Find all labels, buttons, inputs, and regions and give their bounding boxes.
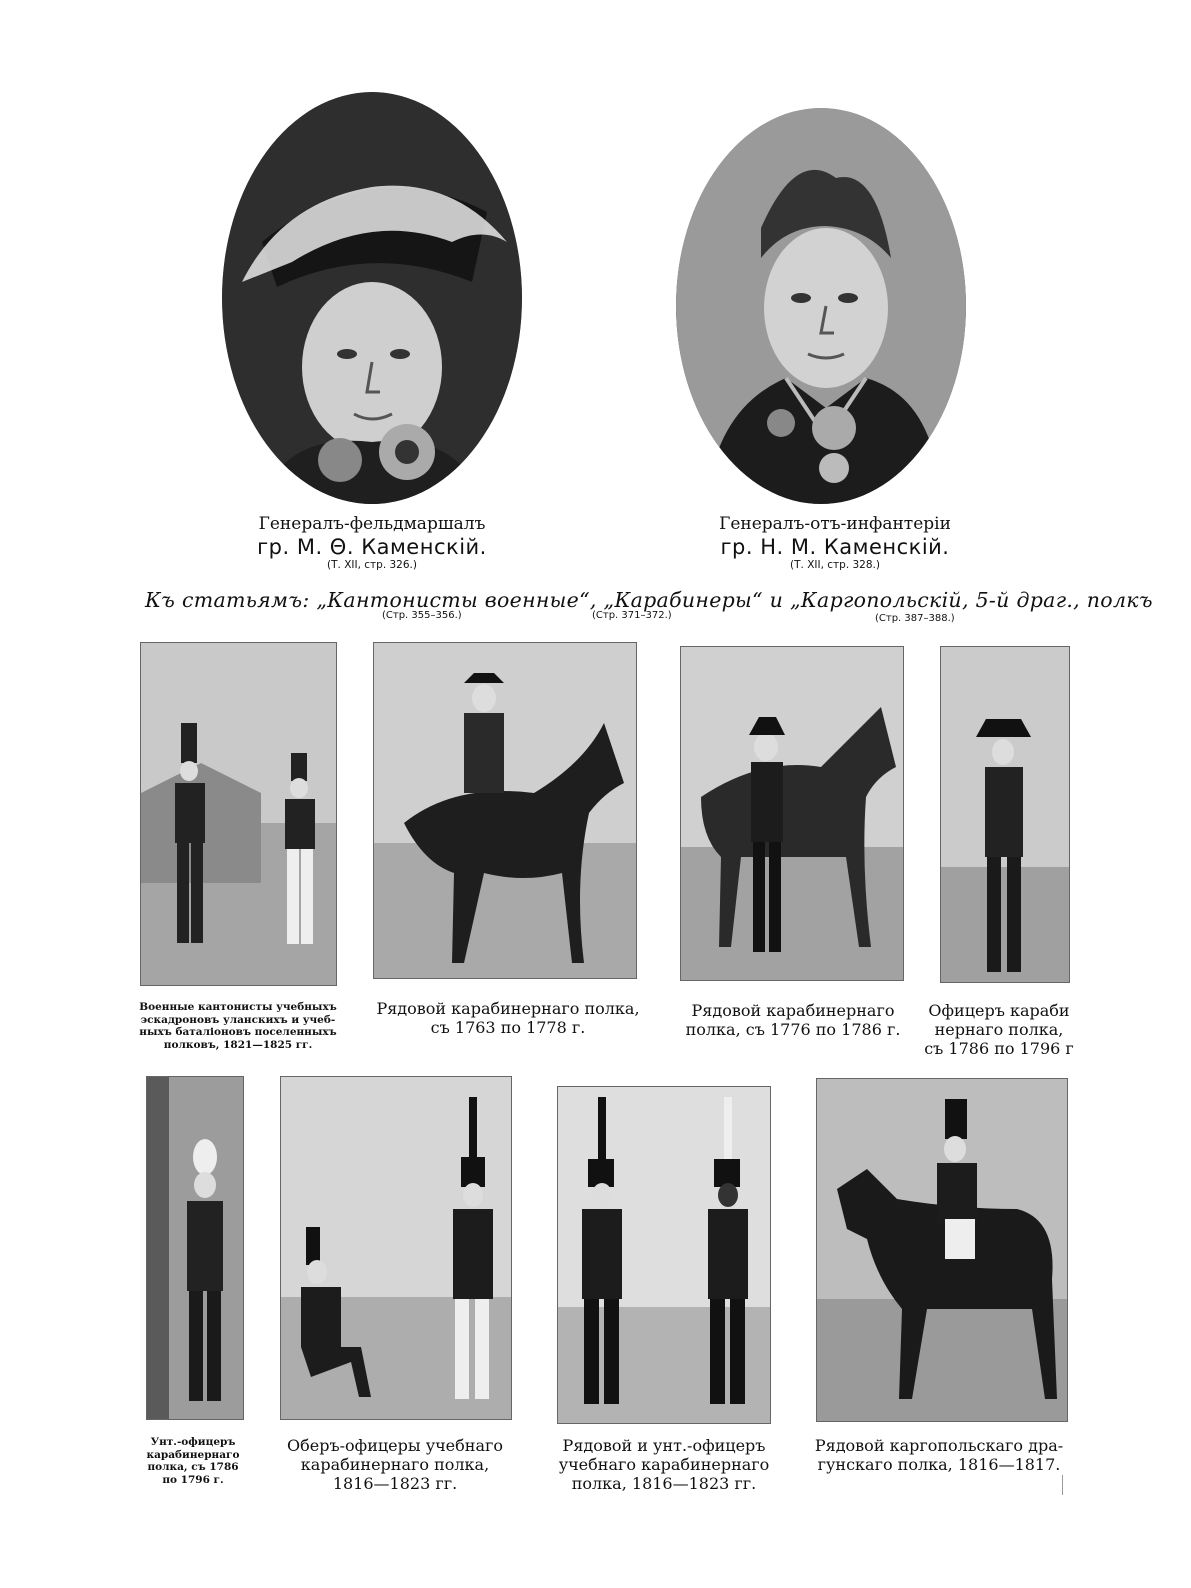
caption-line: учебнаго карабинернаго [558, 1454, 770, 1474]
caption-line: ныхъ баталіоновъ поселенныхъ [139, 1026, 337, 1039]
plate-caption-kargopol-dragoon [810, 1437, 1068, 1475]
caption-line: Военные кантонисты учебныхъ [139, 1001, 337, 1013]
caption-line: полка, 1816—1823 гг. [571, 1473, 757, 1493]
plate-carabinier-with-horse [680, 646, 904, 981]
caption-line: полковъ, 1821—1825 гг. [163, 1038, 313, 1051]
portrait-name: гр. Н. М. Каменскій. [720, 534, 950, 559]
portrait-engraving-icon [676, 108, 966, 504]
plate-nco-carabinier [146, 1076, 244, 1420]
caption-line: Офицеръ караби [928, 1002, 1070, 1020]
portrait-caption-1 [222, 515, 522, 571]
two-soldiers-icon [141, 643, 336, 985]
plate-caption-carabinier-with-horse [678, 1002, 908, 1040]
plate-private-and-nco [557, 1086, 771, 1424]
caption-line: полка, съ 1786 [147, 1461, 239, 1474]
plate-caption-private-and-nco [545, 1437, 783, 1494]
plate-caption-cantonists [124, 1001, 352, 1051]
two-officers-icon [281, 1077, 511, 1419]
page-reference-3: (Стр. 387–388.) [875, 613, 955, 624]
horse-and-rider-icon [374, 643, 636, 978]
portrait-title: Генералъ-фельдмаршалъ [258, 514, 486, 534]
portrait-title: Генералъ-отъ-инфантеріи [719, 514, 951, 534]
page-reference-2: (Стр. 371–372.) [592, 610, 672, 621]
caption-line: карабинернаго полка, [300, 1454, 490, 1474]
portrait-name: гр. М. Θ. Каменскій. [257, 534, 487, 559]
caption-line: Рядовой карабинернаго [691, 1001, 895, 1020]
two-soldiers-icon [558, 1087, 770, 1423]
page-edge-mark [1062, 1475, 1063, 1495]
mounted-dragoon-icon [817, 1079, 1067, 1421]
caption-line: полка, съ 1776 по 1786 г. [685, 1019, 901, 1039]
plate-caption-carabinier-officer [924, 1002, 1074, 1059]
caption-line: Рядовой и унт.-офицеръ [562, 1436, 766, 1455]
articles-heading: Къ статьямъ: „Кантонисты военные“, „Карабинеры“ и „Каргопольскій, 5-й драг., полкъ [145, 588, 1153, 612]
soldier-figure-icon [147, 1077, 243, 1419]
plate-kargopol-dragoon [816, 1078, 1068, 1422]
caption-line: карабинернаго [146, 1448, 240, 1461]
caption-line: Рядовой карабинернаго полка, [376, 999, 640, 1018]
caption-line: Рядовой каргопольскаго дра- [814, 1437, 1064, 1455]
caption-line: съ 1786 по 1796 г [924, 1038, 1074, 1058]
officer-figure-icon [941, 647, 1069, 982]
plate-mounted-carabinier [373, 642, 637, 979]
caption-line: Оберъ-офицеры учебнаго [287, 1436, 503, 1455]
plate-caption-mounted-carabinier [368, 1000, 648, 1038]
caption-line: нернаго полка, [934, 1019, 1064, 1039]
portrait-field-marshal [222, 92, 522, 504]
plate-carabinier-officer [940, 646, 1070, 983]
plate-caption-training-officers [270, 1437, 520, 1494]
caption-line: эскадроновъ уланскихъ и учеб- [140, 1013, 336, 1026]
soldier-with-horse-icon [681, 647, 903, 980]
caption-line: 1816—1823 гг. [332, 1473, 458, 1493]
portrait-engraving-icon [222, 92, 522, 504]
portrait-reference: (Т. XII, стр. 328.) [790, 558, 880, 571]
plate-caption-nco-carabinier [120, 1436, 266, 1486]
caption-line: съ 1763 по 1778 г. [430, 1017, 586, 1037]
portrait-infantry-general [676, 108, 966, 504]
plate-cantonists [140, 642, 337, 986]
caption-line: гунскаго полка, 1816—1817. [817, 1454, 1061, 1474]
caption-line: по 1796 г. [162, 1473, 224, 1486]
page-reference-1: (Стр. 355–356.) [382, 610, 462, 621]
caption-line: Унт.-офицеръ [150, 1436, 236, 1448]
portrait-caption-2 [690, 515, 980, 571]
plate-training-officers [280, 1076, 512, 1420]
portrait-reference: (Т. XII, стр. 326.) [327, 558, 417, 571]
